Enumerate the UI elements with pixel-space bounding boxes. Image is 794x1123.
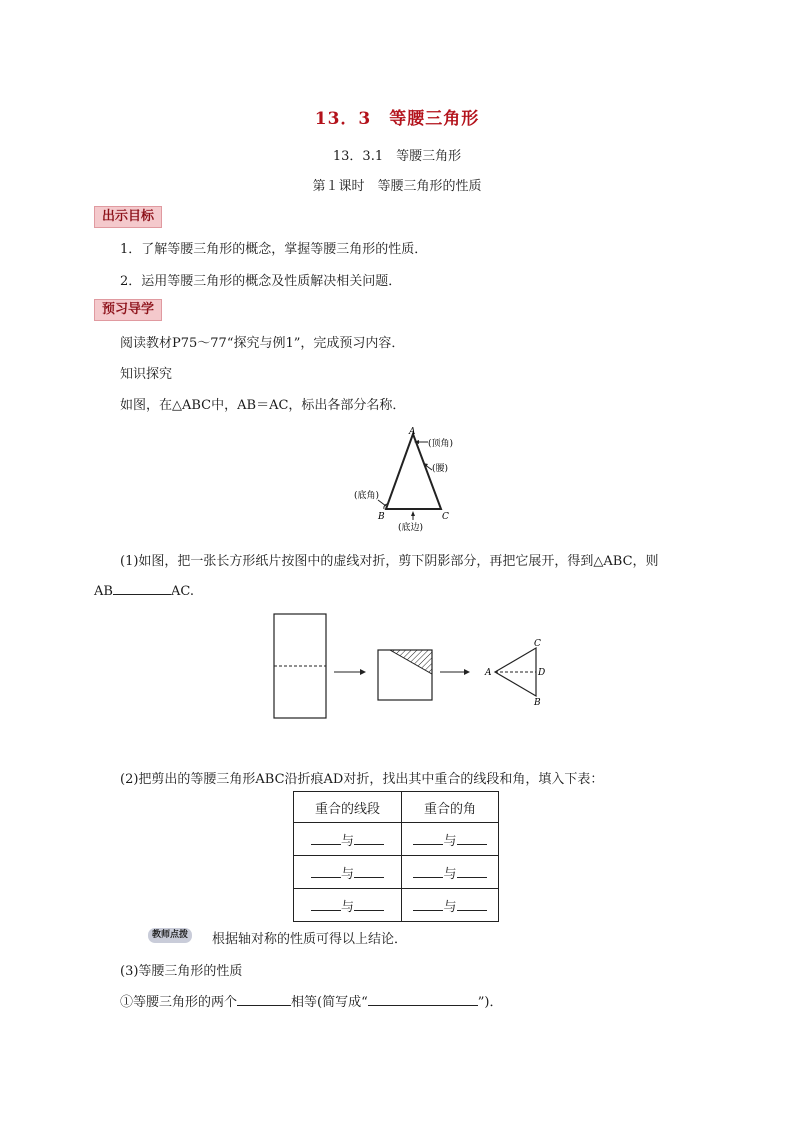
blank[interactable] bbox=[413, 898, 443, 911]
blank[interactable] bbox=[311, 865, 341, 878]
blank[interactable] bbox=[354, 832, 384, 845]
fig2-label-d: D bbox=[538, 668, 546, 678]
goal-item-2: 2．运用等腰三角形的概念及性质解决相关问题． bbox=[120, 274, 402, 289]
item1-suffix: ”)． bbox=[477, 995, 503, 1010]
connector: 与 bbox=[443, 899, 457, 915]
connector: 与 bbox=[443, 833, 457, 849]
base-label: (底边) bbox=[398, 523, 424, 533]
reading-instruction: 阅读教材P75～77“探究与例1”，完成预习内容． bbox=[120, 336, 405, 351]
question3-heading: (3)等腰三角形的性质 bbox=[120, 964, 243, 979]
arrow-1-head bbox=[360, 669, 366, 675]
folding-diagram bbox=[270, 610, 560, 722]
item1-blank-2[interactable] bbox=[368, 993, 478, 1006]
fig2-label-c: C bbox=[534, 639, 541, 649]
page-title: 13．3 等腰三角形 bbox=[314, 109, 480, 129]
connector: 与 bbox=[443, 866, 457, 882]
blank[interactable] bbox=[354, 865, 384, 878]
vertex-a-label: A bbox=[409, 427, 416, 437]
question2-text: (2)把剪出的等腰三角形ABC沿折痕AD对折，找出其中重合的线段和角，填入下表： bbox=[120, 772, 604, 787]
question1-text: (1)如图，把一张长方形纸片按图中的虚线对折，剪下阴影部分，再把它展开，得到△ABC，则 bbox=[120, 554, 659, 569]
table-row bbox=[294, 823, 499, 856]
connector: 与 bbox=[340, 899, 354, 915]
vertex-b-label: B bbox=[378, 512, 385, 522]
leg-label: (腰) bbox=[432, 464, 449, 474]
blank[interactable] bbox=[413, 832, 443, 845]
blank[interactable] bbox=[354, 898, 384, 911]
lesson-title: 第１课时 等腰三角形的性质 bbox=[312, 179, 482, 194]
teacher-tip-text: 根据轴对称的性质可得以上结论． bbox=[212, 932, 408, 947]
item1-prefix: ①等腰三角形的两个 bbox=[120, 995, 238, 1010]
base-angle-label: (底角) bbox=[354, 491, 380, 501]
question3-item1 bbox=[120, 991, 502, 1010]
fig2-label-b: B bbox=[534, 698, 541, 708]
teacher-tip-badge: 教师点拨 bbox=[148, 928, 192, 943]
preview-tag: 预习导学 bbox=[94, 299, 162, 321]
table-header-segments: 重合的线段 bbox=[294, 792, 402, 823]
isosceles-triangle-figure bbox=[340, 424, 480, 536]
figure1-intro: 如图，在△ABC中，AB＝AC，标出各部分名称． bbox=[120, 398, 406, 413]
table-row bbox=[294, 889, 499, 922]
knowledge-heading: 知识探究 bbox=[120, 367, 173, 382]
item1-blank-1[interactable] bbox=[237, 993, 291, 1006]
connector: 与 bbox=[340, 833, 354, 849]
arrow-2-head bbox=[464, 669, 470, 675]
shaded-region bbox=[390, 650, 432, 674]
blank[interactable] bbox=[311, 898, 341, 911]
blank[interactable] bbox=[311, 832, 341, 845]
apex-label: (顶角) bbox=[428, 439, 454, 449]
vertex-c-label: C bbox=[442, 512, 449, 522]
table-row bbox=[294, 856, 499, 889]
base-arrowhead bbox=[411, 511, 415, 516]
fig2-label-a: A bbox=[485, 668, 492, 678]
section-subtitle: 13．3.1 等腰三角形 bbox=[332, 149, 462, 164]
goal-item-1: 1．了解等腰三角形的概念，掌握等腰三角形的性质． bbox=[120, 242, 428, 257]
coinciding-parts-table bbox=[293, 791, 499, 922]
question1-blank[interactable] bbox=[113, 582, 171, 595]
blank[interactable] bbox=[457, 832, 487, 845]
question1-ac: AC. bbox=[170, 584, 194, 599]
question1-ab: AB bbox=[94, 584, 113, 599]
item1-middle: 相等(简写成“ bbox=[291, 995, 368, 1010]
table-header-angles: 重合的角 bbox=[402, 792, 499, 823]
blank[interactable] bbox=[457, 898, 487, 911]
question1-line2 bbox=[94, 582, 194, 599]
connector: 与 bbox=[340, 866, 354, 882]
blank[interactable] bbox=[413, 865, 443, 878]
blank[interactable] bbox=[457, 865, 487, 878]
goals-tag: 出示目标 bbox=[94, 206, 162, 228]
